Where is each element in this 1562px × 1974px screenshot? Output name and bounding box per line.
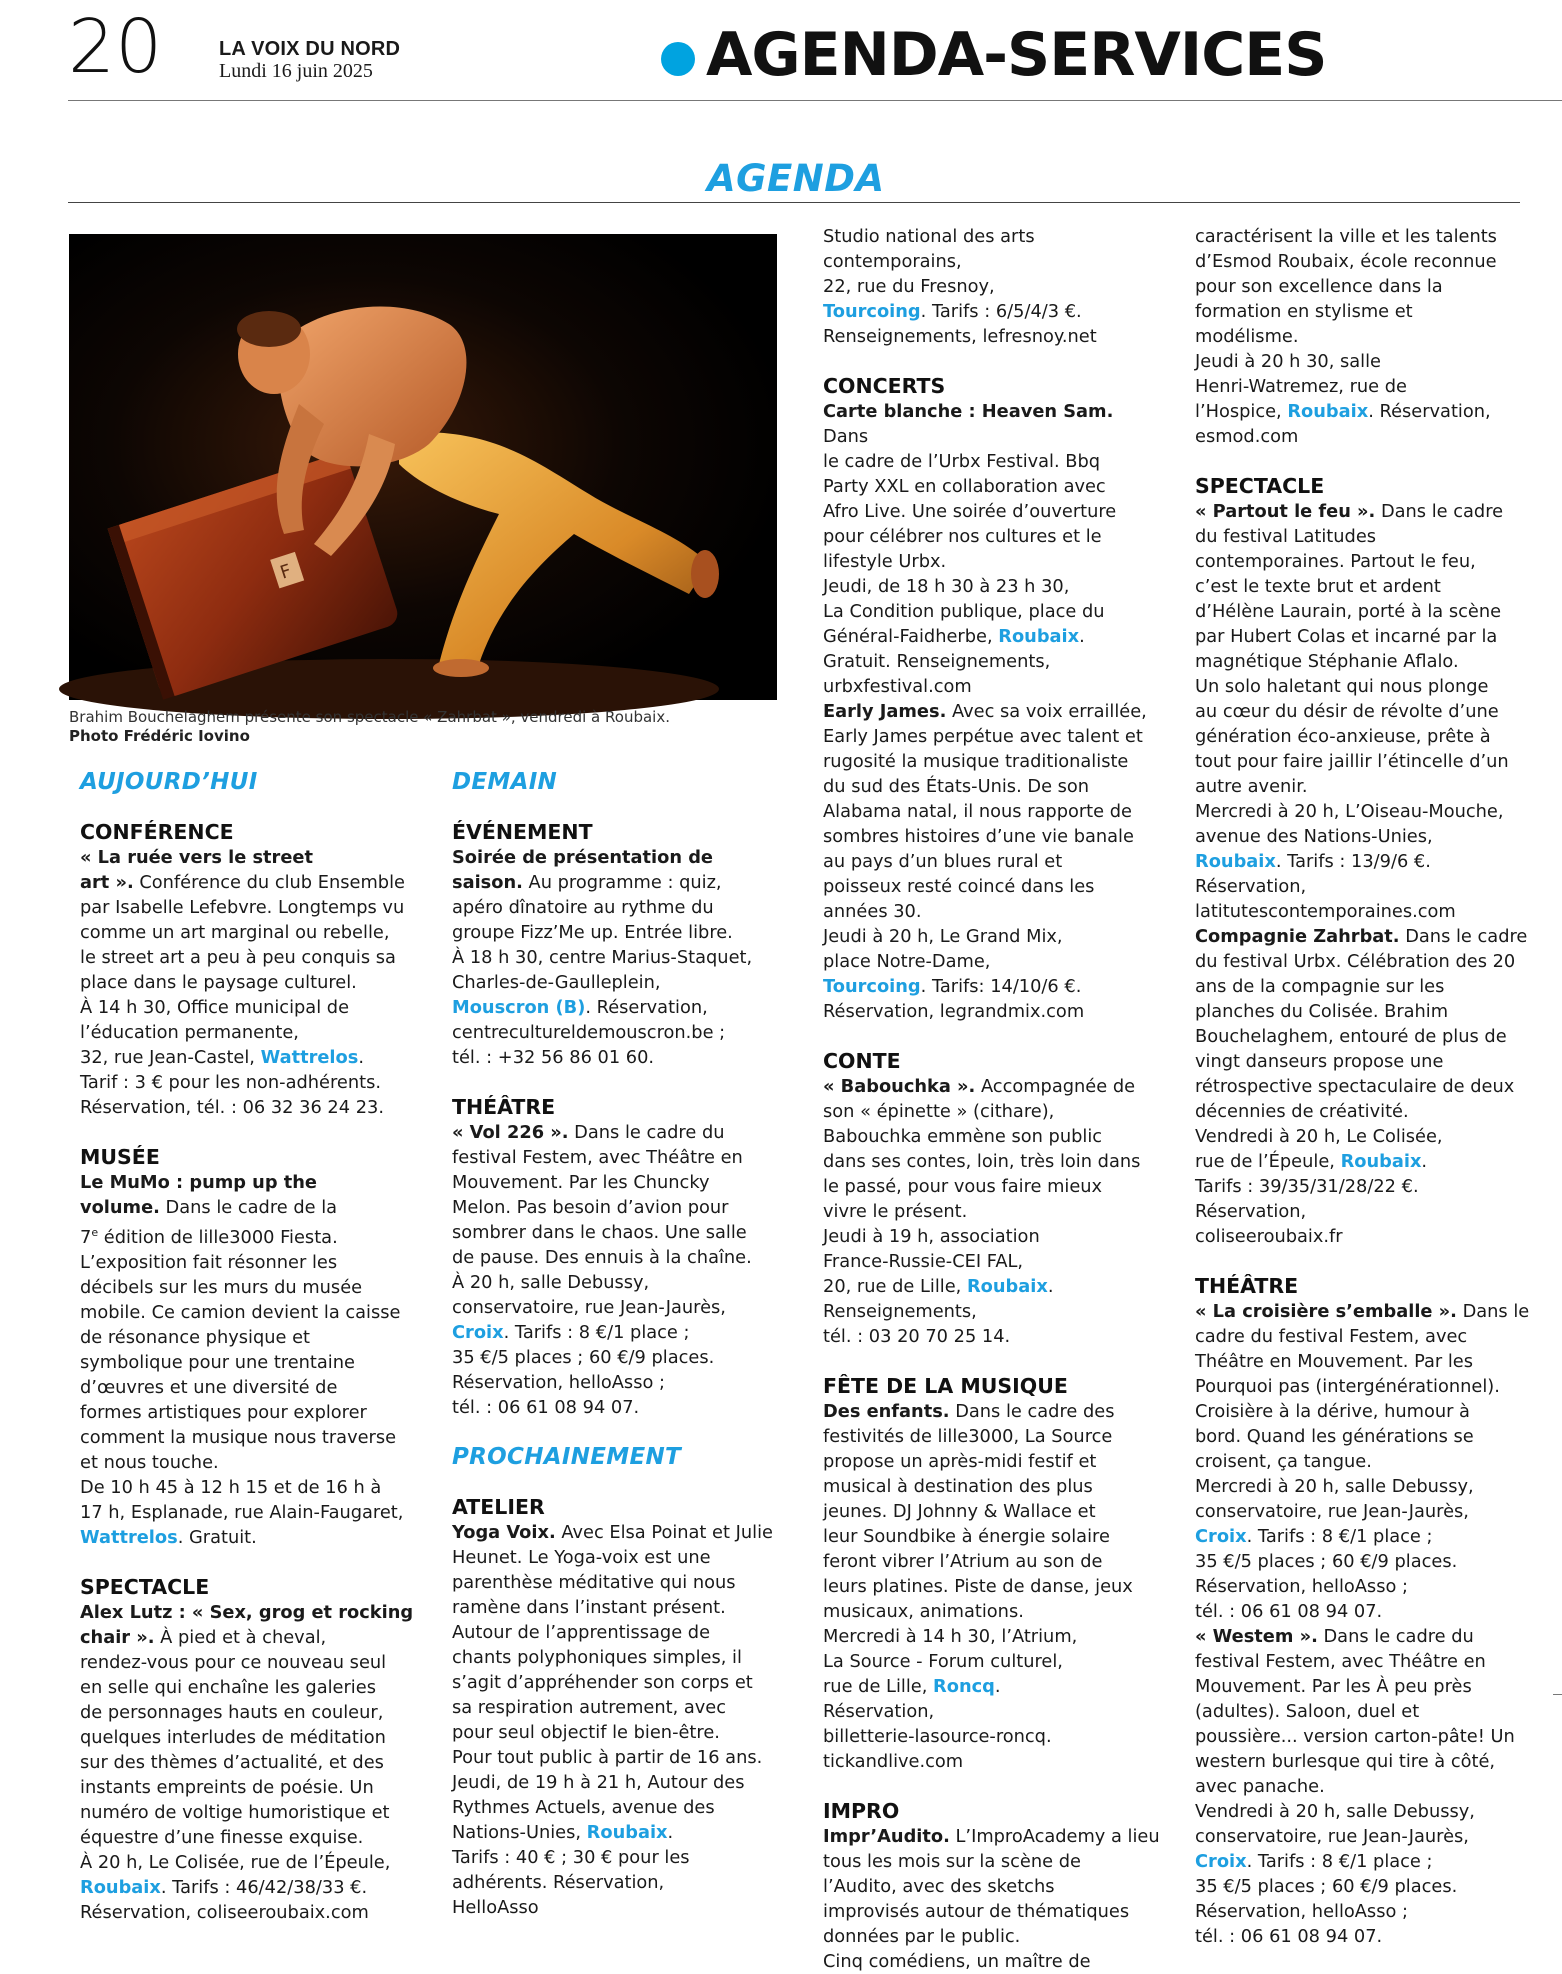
day-heading-today: AUJOURD’HUI xyxy=(80,769,258,795)
event-line: propose un après-midi festif et xyxy=(823,1451,1097,1472)
city-name: Roubaix xyxy=(1340,1151,1422,1172)
city-name: Roubaix xyxy=(1195,851,1276,872)
event-line: Jeudi, de 19 h à 21 h, Autour des xyxy=(452,1772,745,1793)
event-line: festival Festem, avec Théâtre en xyxy=(1195,1651,1486,1672)
event-line: Renseignements, lefresnoy.net xyxy=(823,326,1097,347)
event-text: L’ImproAcademy a lieu xyxy=(949,1826,1160,1847)
event-title: chair ». xyxy=(80,1626,155,1648)
event-line: magnétique Stéphanie Aflalo. xyxy=(1195,651,1459,672)
event-des-enfants xyxy=(823,1399,1163,1774)
city-name: Croix xyxy=(1195,1851,1247,1872)
event-line: tél. : +32 56 86 01 60. xyxy=(452,1047,655,1068)
event-line: improvisés autour de thématiques xyxy=(823,1901,1130,1922)
event-line: conservatoire, rue Jean-Jaurès, xyxy=(1195,1501,1469,1522)
event-heaven-sam xyxy=(823,399,1163,699)
event-text: . Tarifs : 8 €/1 place ; xyxy=(1246,1526,1433,1547)
event-line: génération éco-anxieuse, prête à xyxy=(1195,726,1491,747)
event-line: Mercredi à 20 h, L’Oiseau-Mouche, xyxy=(1195,801,1504,822)
event-line: Jeudi à 20 h 30, salle xyxy=(1195,351,1381,372)
event-line: tél. : 06 61 08 94 07. xyxy=(452,1397,640,1418)
event-text: l’Hospice, xyxy=(1195,401,1288,422)
city-name: Tourcoing xyxy=(823,301,921,322)
category-musee: MUSÉE xyxy=(80,1145,160,1169)
masthead xyxy=(219,38,400,82)
event-line: comment la musique nous traverse xyxy=(80,1426,397,1448)
event-line: groupe Fizz’Me up. Entrée libre. xyxy=(452,922,733,943)
category-spectacle: SPECTACLE xyxy=(1195,474,1325,498)
event-line: autre avenir. xyxy=(1195,776,1308,797)
event-line: 35 €/5 places ; 60 €/9 places. xyxy=(1195,1551,1458,1572)
event-address: 32, rue Jean-Castel, xyxy=(80,1047,261,1068)
event-line: tél. : 06 61 08 94 07. xyxy=(1195,1926,1383,1947)
event-line: leurs platines. Piste de danse, jeux xyxy=(823,1576,1133,1597)
event-text: . Tarifs : 6/5/4/3 €. xyxy=(920,301,1082,322)
issue-date: Lundi 16 juin 2025 xyxy=(219,60,373,82)
event-line: Croisière à la dérive, humour à xyxy=(1195,1401,1470,1422)
city-name: Roubaix xyxy=(966,1276,1048,1297)
event-line: ramène dans l’instant présent. xyxy=(452,1597,726,1618)
event-line: tout pour faire jaillir l’étincelle d’un xyxy=(1195,751,1509,772)
event-line: poussière... version carton-pâte! Un xyxy=(1195,1726,1515,1747)
event-line: À 14 h 30, Office municipal de xyxy=(80,997,350,1018)
event-line: Réservation, legrandmix.com xyxy=(823,1001,1085,1022)
dancer-photo-illustration xyxy=(69,234,777,700)
event-text: . xyxy=(1421,1151,1428,1172)
event-title: « La ruée vers le street xyxy=(80,847,313,868)
category-atelier: ATELIER xyxy=(452,1495,545,1519)
event-text: Conférence du club Ensemble xyxy=(133,872,405,893)
event-line: À 20 h, Le Colisée, rue de l’Épeule, xyxy=(80,1851,391,1873)
event-line: lifestyle Urbx. xyxy=(823,551,947,572)
event-alex-lutz xyxy=(80,1600,420,1925)
event-line: caractérisent la ville et les talents xyxy=(1195,226,1497,247)
event-line: western burlesque qui tire à côté, xyxy=(1195,1751,1496,1772)
event-line: formes artistiques pour explorer xyxy=(80,1401,367,1423)
event-text: . xyxy=(358,1047,364,1068)
event-title: Soirée de présentation de xyxy=(452,847,713,868)
event-line: apéro dînatoire au rythme du xyxy=(452,897,714,918)
event-line: place Notre-Dame, xyxy=(823,951,991,972)
event-line: 35 €/5 places ; 60 €/9 places. xyxy=(1195,1876,1458,1897)
event-line: place dans le paysage culturel. xyxy=(80,972,357,993)
column-four xyxy=(1195,224,1555,1949)
event-line: en selle qui enchaîne les galeries xyxy=(80,1676,376,1698)
event-line: du sud des États-Unis. De son xyxy=(823,776,1090,797)
event-title: Compagnie Zahrbat. xyxy=(1195,926,1400,947)
event-line: Pour tout public à partir de 16 ans. xyxy=(452,1747,763,1768)
section-dot-icon xyxy=(661,42,695,76)
event-text: Général-Faidherbe, xyxy=(823,626,999,647)
event-line: Autour de l’apprentissage de xyxy=(452,1622,711,1643)
event-line: Melon. Pas besoin d’avion pour xyxy=(452,1197,729,1218)
event-line: billetterie-lasource-roncq. xyxy=(823,1726,1052,1747)
event-text: 7 xyxy=(80,1226,92,1248)
event-title: « Partout le feu ». xyxy=(1195,501,1376,522)
header-divider xyxy=(68,100,1562,101)
category-theatre: THÉÂTRE xyxy=(1195,1274,1299,1298)
event-line: Renseignements, xyxy=(823,1301,977,1322)
event-saison xyxy=(452,845,792,1070)
event-line: s’agit d’appréhender son corps et xyxy=(452,1672,753,1693)
category-fete-musique: FÊTE DE LA MUSIQUE xyxy=(823,1374,1068,1398)
event-line: de résonance physique et xyxy=(80,1326,311,1348)
event-vol-226 xyxy=(452,1120,792,1420)
event-text: rue de l’Épeule, xyxy=(1195,1151,1341,1172)
event-compagnie-zahrbat xyxy=(1195,924,1555,1249)
event-line: Mouvement. Par les Chuncky xyxy=(452,1172,710,1193)
section-title: AGENDA-SERVICES xyxy=(706,20,1327,90)
event-line: comme un art marginal ou rebelle, xyxy=(80,922,390,943)
event-line: décibels sur les murs du musée xyxy=(80,1276,363,1298)
agenda-heading: AGENDA xyxy=(707,157,885,200)
event-line: planches du Colisée. Brahim xyxy=(1195,1001,1449,1022)
event-line: tickandlive.com xyxy=(823,1751,964,1772)
event-title: art ». xyxy=(80,872,134,893)
event-mumo xyxy=(80,1170,420,1550)
event-text: Dans xyxy=(823,426,869,447)
event-text: Dans le cadre xyxy=(1375,501,1504,522)
caption-text: Brahim Bouchelaghem présente son spectacle « Zahrbat », vendredi à Roubaix. xyxy=(69,708,670,726)
event-text: . xyxy=(1079,626,1085,647)
event-line: symbolique pour une trentaine xyxy=(80,1351,355,1373)
event-line: Réservation, helloAsso ; xyxy=(452,1372,665,1393)
event-line: France-Russie-CEI FAL, xyxy=(823,1251,1024,1272)
event-line: Rythmes Actuels, avenue des xyxy=(452,1797,715,1818)
event-text: rue de Lille, xyxy=(823,1676,934,1697)
event-line: La Source - Forum culturel, xyxy=(823,1651,1063,1672)
event-line: instants empreints de poésie. Un xyxy=(80,1776,374,1798)
event-line: conservatoire, rue Jean-Jaurès, xyxy=(452,1297,726,1318)
event-text: À pied et à cheval, xyxy=(154,1626,327,1648)
event-line: pour seul objectif le bien-être. xyxy=(452,1722,720,1743)
event-line: le street art a peu à peu conquis sa xyxy=(80,947,396,968)
city-name: Mouscron (B) xyxy=(452,997,586,1018)
event-line: Afro Live. Une soirée d’ouverture xyxy=(823,501,1117,522)
event-text: Dans le cadre xyxy=(1399,926,1528,947)
event-line: Pourquoi pas (intergénérationnel). xyxy=(1195,1376,1500,1397)
event-line: tous les mois sur la scène de xyxy=(823,1851,1081,1872)
event-line: Jeudi, de 18 h 30 à 23 h 30, xyxy=(823,576,1070,597)
event-title: « La croisière s’emballe ». xyxy=(1195,1301,1457,1322)
event-line: sombres histoires d’une vie banale xyxy=(823,826,1134,847)
city-name: Wattrelos xyxy=(260,1047,359,1068)
event-title: « Babouchka ». xyxy=(823,1076,976,1097)
event-line: décennies de créativité. xyxy=(1195,1101,1409,1122)
event-line: Early James perpétue avec talent et xyxy=(823,726,1143,747)
day-heading-upcoming: PROCHAINEMENT xyxy=(452,1444,682,1470)
event-line: jeunes. DJ Johnny & Wallace et xyxy=(823,1501,1096,1522)
event-line: vingt danseurs propose une xyxy=(1195,1051,1444,1072)
event-line: d’Hélène Laurain, porté à la scène xyxy=(1195,601,1502,622)
event-line: esmod.com xyxy=(1195,426,1299,447)
event-line: sombrer dans le chaos. Une salle xyxy=(452,1222,747,1243)
event-text: . Tarifs : 8 €/1 place ; xyxy=(503,1322,690,1343)
event-line: tél. : 06 61 08 94 07. xyxy=(1195,1601,1383,1622)
event-title: « Vol 226 ». xyxy=(452,1122,569,1143)
event-line: son « épinette » (cithare), xyxy=(823,1101,1055,1122)
event-line: leur Soundbike à énergie solaire xyxy=(823,1526,1110,1547)
event-text: . xyxy=(994,1676,1001,1697)
event-line: et nous touche. xyxy=(80,1451,219,1473)
event-text: Dans le xyxy=(1456,1301,1530,1322)
event-line: données par le public. xyxy=(823,1926,1021,1947)
page-number: 20 xyxy=(68,4,163,90)
event-text: édition de lille3000 Fiesta. xyxy=(98,1226,338,1248)
event-line: 22, rue du Fresnoy, xyxy=(823,276,995,297)
newspaper-name: LA VOIX DU NORD xyxy=(219,38,401,60)
event-line: avec panache. xyxy=(1195,1776,1325,1797)
event-line: De 10 h 45 à 12 h 15 et de 16 h à xyxy=(80,1476,382,1498)
event-line: sa respiration autrement, avec xyxy=(452,1697,727,1718)
event-line: Babouchka emmène son public xyxy=(823,1126,1103,1147)
event-line: Tarifs : 40 € ; 30 € pour les xyxy=(452,1847,690,1868)
event-line: 35 €/5 places ; 60 €/9 places. xyxy=(452,1347,715,1368)
event-line: Party XXL en collaboration avec xyxy=(823,476,1106,497)
event-line: mobile. Ce camion devient la caisse xyxy=(80,1301,401,1323)
event-line: Alabama natal, il nous rapporte de xyxy=(823,801,1132,822)
event-line: contemporains, xyxy=(823,251,962,272)
city-name: Wattrelos xyxy=(80,1526,178,1548)
event-line: numéro de voltige humoristique et xyxy=(80,1801,390,1823)
event-line: modélisme. xyxy=(1195,326,1299,347)
event-line: par Isabelle Lefebvre. Longtemps vu xyxy=(80,897,405,918)
event-line: Heunet. Le Yoga-voix est une xyxy=(452,1547,711,1568)
event-line: tél. : 03 20 70 25 14. xyxy=(823,1326,1011,1347)
event-line: Cinq comédiens, un maître de xyxy=(823,1951,1091,1972)
event-text: . Réservation, xyxy=(585,997,708,1018)
event-text: . Gratuit. xyxy=(177,1526,257,1548)
event-yoga-voix xyxy=(452,1520,792,1920)
event-line: pour son excellence dans la xyxy=(1195,276,1443,297)
event-impr-audito xyxy=(823,1824,1163,1974)
event-line: Réservation, tél. : 06 32 36 24 23. xyxy=(80,1097,384,1118)
event-text: . Tarifs : 46/42/38/33 €. xyxy=(160,1876,368,1898)
event-line: festival Festem, avec Théâtre en xyxy=(452,1147,743,1168)
column-tomorrow xyxy=(452,770,792,1920)
event-text: . Tarifs: 14/10/6 €. xyxy=(920,976,1082,997)
event-line: d’Esmod Roubaix, école reconnue xyxy=(1195,251,1497,272)
city-name: Croix xyxy=(452,1322,504,1343)
city-name: Roubaix xyxy=(1287,401,1369,422)
event-text: . Tarifs : 8 €/1 place ; xyxy=(1246,1851,1433,1872)
photo-credit: Photo Frédéric Iovino xyxy=(69,727,250,745)
event-text: Dans le cadre de la xyxy=(159,1197,338,1218)
event-line: équestre d’une finesse exquise. xyxy=(80,1826,364,1848)
column-three xyxy=(823,224,1163,1974)
category-conference: CONFÉRENCE xyxy=(80,820,234,844)
event-line: du festival Latitudes xyxy=(1195,526,1377,547)
day-heading-tomorrow: DEMAIN xyxy=(452,769,558,795)
event-line: coliseeroubaix.fr xyxy=(1195,1226,1343,1247)
event-line: Réservation, helloAsso ; xyxy=(1195,1901,1408,1922)
event-line: urbxfestival.com xyxy=(823,676,972,697)
event-line: chants polyphoniques simples, il xyxy=(452,1647,742,1668)
ordinal-suffix: e xyxy=(91,1226,99,1239)
event-line: c’est le texte brut et ardent xyxy=(1195,576,1441,597)
event-line: cadre du festival Festem, avec xyxy=(1195,1326,1468,1347)
event-babouchka xyxy=(823,1074,1163,1349)
event-fresnoy-continued xyxy=(823,224,1163,349)
event-line: feront vibrer l’Atrium au son de xyxy=(823,1551,1103,1572)
event-line: parenthèse méditative qui nous xyxy=(452,1572,736,1593)
event-line: le cadre de l’Urbx Festival. Bbq xyxy=(823,451,1101,472)
dancer-photo xyxy=(69,234,777,700)
event-line: Tarifs : 39/35/31/28/22 €. xyxy=(1195,1176,1419,1197)
event-line: années 30. xyxy=(823,901,922,922)
category-spectacle: SPECTACLE xyxy=(80,1574,210,1599)
event-line: Henri-Watremez, rue de xyxy=(1195,376,1407,397)
event-line: vivre le présent. xyxy=(823,1201,968,1222)
event-line: rendez-vous pour ce nouveau seul xyxy=(80,1651,387,1673)
event-line: ans de la compagnie sur les xyxy=(1195,976,1445,997)
event-line: formation en stylisme et xyxy=(1195,301,1413,322)
event-croisiere xyxy=(1195,1299,1555,1624)
event-line: conservatoire, rue Jean-Jaurès, xyxy=(1195,1826,1469,1847)
event-line: Mercredi à 14 h 30, l’Atrium, xyxy=(823,1626,1078,1647)
event-line: centrecultureldemouscron.be ; xyxy=(452,1022,726,1043)
event-title: Early James. xyxy=(823,701,947,722)
event-title: Yoga Voix. xyxy=(452,1522,556,1543)
event-line: Mercredi à 20 h, salle Debussy, xyxy=(1195,1476,1474,1497)
event-text: Accompagnée de xyxy=(975,1076,1136,1097)
event-line: l’Audito, avec des sketchs xyxy=(823,1876,1055,1897)
event-line: Bouchelaghem, entouré de plus de xyxy=(1195,1026,1507,1047)
event-line: festivités de lille3000, La Source xyxy=(823,1426,1113,1447)
event-line: Jeudi à 20 h, Le Grand Mix, xyxy=(823,926,1063,947)
column-today xyxy=(80,770,420,1925)
event-partout-le-feu xyxy=(1195,499,1555,924)
event-line: L’exposition fait résonner les xyxy=(80,1251,338,1273)
event-line: Réservation, coliseeroubaix.com xyxy=(80,1901,369,1923)
city-name: Roubaix xyxy=(80,1876,161,1898)
event-title: « Westem ». xyxy=(1195,1626,1318,1647)
agenda-divider xyxy=(68,202,1520,203)
event-line: rétrospective spectaculaire de deux xyxy=(1195,1076,1515,1097)
event-line: au pays d’un blues rural et xyxy=(823,851,1063,872)
event-text: . Tarifs : 13/9/6 €. xyxy=(1275,851,1431,872)
event-line: du festival Urbx. Célébration des 20 xyxy=(1195,951,1516,972)
svg-text:F: F xyxy=(277,560,295,584)
event-line: de pause. Des ennuis à la chaîne. xyxy=(452,1247,752,1268)
event-line: dans ses contes, loin, très loin dans xyxy=(823,1151,1141,1172)
event-line: au cœur du désir de révolte d’une xyxy=(1195,701,1499,722)
category-evenement: ÉVÉNEMENT xyxy=(452,820,593,844)
event-line: À 20 h, salle Debussy, xyxy=(452,1272,650,1293)
event-line: pour célébrer nos cultures et le xyxy=(823,526,1102,547)
event-line: le passé, pour vous faire mieux xyxy=(823,1176,1103,1197)
event-title: Impr’Audito. xyxy=(823,1826,950,1847)
event-line: de personnages hauts en couleur, xyxy=(80,1701,384,1723)
event-line: musical à destination des plus xyxy=(823,1476,1093,1497)
event-text: . xyxy=(667,1822,674,1843)
event-line: Réservation, helloAsso ; xyxy=(1195,1576,1408,1597)
category-conte: CONTE xyxy=(823,1049,901,1073)
event-line: Vendredi à 20 h, Le Colisée, xyxy=(1195,1126,1443,1147)
event-title: Alex Lutz : « Sex, grog et rocking xyxy=(80,1601,414,1623)
event-line: Mouvement. Par les À peu près xyxy=(1195,1676,1472,1697)
event-line: contemporaines. Partout le feu, xyxy=(1195,551,1476,572)
event-line: Réservation, xyxy=(1195,876,1307,897)
event-title: Carte blanche : Heaven Sam. xyxy=(823,401,1114,422)
event-westem xyxy=(1195,1624,1555,1949)
event-line: musicaux, animations. xyxy=(823,1601,1024,1622)
photo-caption xyxy=(69,708,809,746)
event-text: Nations-Unies, xyxy=(452,1822,587,1843)
event-line: Studio national des arts xyxy=(823,226,1035,247)
event-title: Le MuMo : pump up the xyxy=(80,1172,317,1193)
event-line: avenue des Nations-Unies, xyxy=(1195,826,1433,847)
event-line: Charles-de-Gaulleplein, xyxy=(452,972,661,993)
event-line: À 18 h 30, centre Marius-Staquet, xyxy=(452,947,753,968)
city-name: Roncq xyxy=(933,1676,995,1697)
event-title: saison. xyxy=(452,872,523,893)
city-name: Roubaix xyxy=(998,626,1080,647)
event-text: Au programme : quiz, xyxy=(522,872,722,893)
category-impro: IMPRO xyxy=(823,1799,900,1823)
event-esmod-continued xyxy=(1195,224,1555,449)
category-theatre: THÉÂTRE xyxy=(452,1095,556,1119)
event-line: 17 h, Esplanade, rue Alain-Faugaret, xyxy=(80,1501,404,1523)
event-line: bord. Quand les générations se xyxy=(1195,1426,1474,1447)
city-name: Tourcoing xyxy=(823,976,921,997)
event-line: Vendredi à 20 h, salle Debussy, xyxy=(1195,1801,1475,1822)
event-text: 20, rue de Lille, xyxy=(823,1276,967,1297)
event-line: HelloAsso xyxy=(452,1897,539,1918)
event-line: poisseux resté coincé dans les xyxy=(823,876,1095,897)
event-text: Avec sa voix erraillée, xyxy=(946,701,1147,722)
event-line: sur des thèmes d’actualité, et des xyxy=(80,1751,384,1773)
event-line: Réservation, xyxy=(1195,1201,1307,1222)
event-line: Théâtre en Mouvement. Par les xyxy=(1195,1351,1473,1372)
event-line: (adultes). Saloon, duel et xyxy=(1195,1701,1420,1722)
event-line: Un solo haletant qui nous plonge xyxy=(1195,676,1489,697)
event-title: Des enfants. xyxy=(823,1401,950,1422)
event-line: d’œuvres et une diversité de xyxy=(80,1376,338,1398)
event-line: l’éducation permanente, xyxy=(80,1022,299,1043)
event-text: . xyxy=(1047,1276,1054,1297)
event-line: Tarif : 3 € pour les non-adhérents. xyxy=(80,1072,381,1093)
city-name: Croix xyxy=(1195,1526,1247,1547)
event-line: Réservation, xyxy=(823,1701,935,1722)
event-text: . Réservation, xyxy=(1368,401,1491,422)
event-early-james xyxy=(823,699,1163,1024)
event-line: La Condition publique, place du xyxy=(823,601,1105,622)
event-line: croisent, ça tangue. xyxy=(1195,1451,1372,1472)
event-line: par Hubert Colas et incarné par la xyxy=(1195,626,1498,647)
margin-tick xyxy=(1553,1694,1562,1695)
category-concerts: CONCERTS xyxy=(823,374,946,398)
event-line: Gratuit. Renseignements, xyxy=(823,651,1051,672)
event-line: adhérents. Réservation, xyxy=(452,1872,665,1893)
event-line: quelques interludes de méditation xyxy=(80,1726,386,1748)
event-street-art xyxy=(80,845,420,1120)
event-text: Dans le cadre des xyxy=(949,1401,1115,1422)
event-line: Jeudi à 19 h, association xyxy=(823,1226,1040,1247)
event-text: Dans le cadre du xyxy=(1317,1626,1474,1647)
event-text: Dans le cadre du xyxy=(568,1122,725,1143)
city-name: Roubaix xyxy=(586,1822,668,1843)
event-line: latitutescontemporaines.com xyxy=(1195,901,1456,922)
event-line: rugosité la musique traditionaliste xyxy=(823,751,1129,772)
event-title: volume. xyxy=(80,1197,160,1218)
event-text: Avec Elsa Poinat et Julie xyxy=(555,1522,773,1543)
